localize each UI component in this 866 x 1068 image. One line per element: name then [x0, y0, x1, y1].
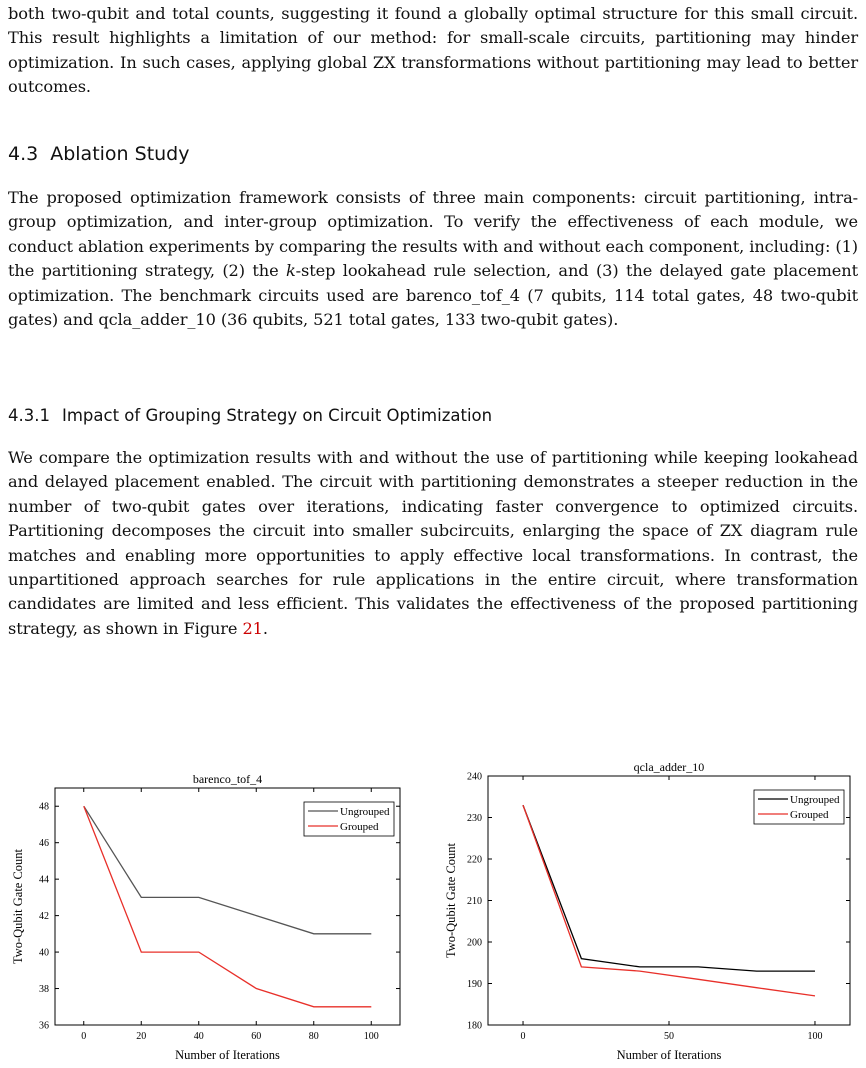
x-axis-label: Number of Iterations — [616, 1048, 722, 1062]
x-tick-label: 0 — [520, 1031, 526, 1042]
y-tick-label: 48 — [39, 801, 49, 813]
y-tick-label: 240 — [467, 771, 482, 783]
x-tick-label: 0 — [81, 1031, 87, 1042]
y-tick-label: 42 — [39, 911, 49, 923]
paragraph-text: both two-qubit and total counts, suggesting it found a globally optimal structure for this small circuit. This result highlights a limitation of our method: for small-scale circuits, partitioning may hinder optimization. In such cases, applying global ZX transformations without partitioning may lead to better outcomes. — [8, 4, 858, 97]
y-tick-label: 230 — [467, 813, 482, 824]
y-tick-label: 40 — [39, 947, 49, 959]
figure-charts — [0, 760, 866, 1068]
legend-label: Grouped — [790, 809, 829, 821]
legend-label: Grouped — [340, 821, 379, 833]
x-tick-label: 50 — [664, 1031, 674, 1042]
italic-k: k — [285, 261, 296, 281]
x-axis-label: Number of Iterations — [175, 1048, 280, 1062]
x-tick-label: 40 — [193, 1031, 204, 1042]
legend-label: Ungrouped — [790, 794, 840, 806]
legend-label: Ungrouped — [340, 806, 390, 818]
paragraph-end: . — [262, 618, 268, 638]
paragraph-top — [8, 2, 858, 100]
y-axis-label: Two-Qubit Gate Count — [444, 842, 458, 959]
y-tick-label: 220 — [467, 854, 482, 866]
paragraph-ablation — [8, 186, 858, 332]
section-heading — [8, 142, 190, 166]
y-tick-label: 200 — [467, 937, 482, 949]
x-tick-label: 100 — [363, 1031, 379, 1042]
y-tick-label: 46 — [39, 838, 49, 850]
section-title: Ablation Study — [50, 143, 190, 165]
y-tick-label: 180 — [467, 1020, 482, 1032]
subsection-number: 4.3.1 — [8, 406, 50, 425]
figure-reference-link[interactable]: 21 — [242, 618, 263, 638]
x-tick-label: 80 — [308, 1031, 319, 1042]
y-tick-label: 36 — [39, 1020, 49, 1032]
y-tick-label: 44 — [39, 874, 49, 886]
chart-title: barenco_tof_4 — [192, 772, 263, 786]
y-axis-label: Two-Qubit Gate Count — [11, 848, 25, 965]
y-tick-label: 210 — [467, 896, 482, 907]
x-tick-label: 20 — [136, 1031, 147, 1042]
y-tick-label: 38 — [39, 984, 49, 996]
paragraph-text: We compare the optimization results with and without the use of partitioning while keeping lookahead and delayed placement enabled. The circuit with partitioning demonstrates a steeper reduction in the number of two-qubit gates over iterations, indicating faster convergence to optimized circuits. Partitioning decomposes the circuit into smaller subcircuits, enlarging the space of ZX diagram rule matches and enabling more opportunities to apply effective local transformations. In contrast, the unpartitioned approach searches for rule applications in the entire circuit, where transformation candidates are limited and less efficient. This validates the effectiveness of the proposed partitioning strategy, as shown in Figure — [8, 448, 858, 638]
x-tick-label: 100 — [807, 1031, 823, 1042]
subsection-heading — [8, 405, 492, 427]
section-number: 4.3 — [8, 143, 39, 165]
chart-title: qcla_adder_10 — [633, 760, 705, 774]
chart-qcla-adder-10 — [444, 760, 850, 1062]
paragraph-text: The proposed optimization framework consists of three main components: circuit partitioning, intra-group optimization, and inter-group optimization. To verify the effectiveness of each module, we conduct ablation experiments by comparing the results with and without each component, including: (1) the partitioning strategy, (2) the k-step lookahead rule selection, and (3) the delayed gate placement optimization. The benchmark circuits used are barenco_tof_4 (7 qubits, 114 total gates, 48 two-qubit gates) and qcla_adder_10 (36 qubits, 521 total gates, 133 two-qubit gates). — [8, 188, 858, 330]
subsection-title: Impact of Grouping Strategy on Circuit Optimization — [61, 406, 493, 425]
x-tick-label: 60 — [251, 1031, 262, 1042]
paragraph-grouping — [8, 446, 858, 641]
series-line-ungrouped — [523, 805, 815, 971]
paragraph-grouping-text — [8, 446, 858, 641]
y-tick-label: 190 — [467, 979, 482, 990]
chart-barenco-tof-4 — [11, 772, 400, 1062]
